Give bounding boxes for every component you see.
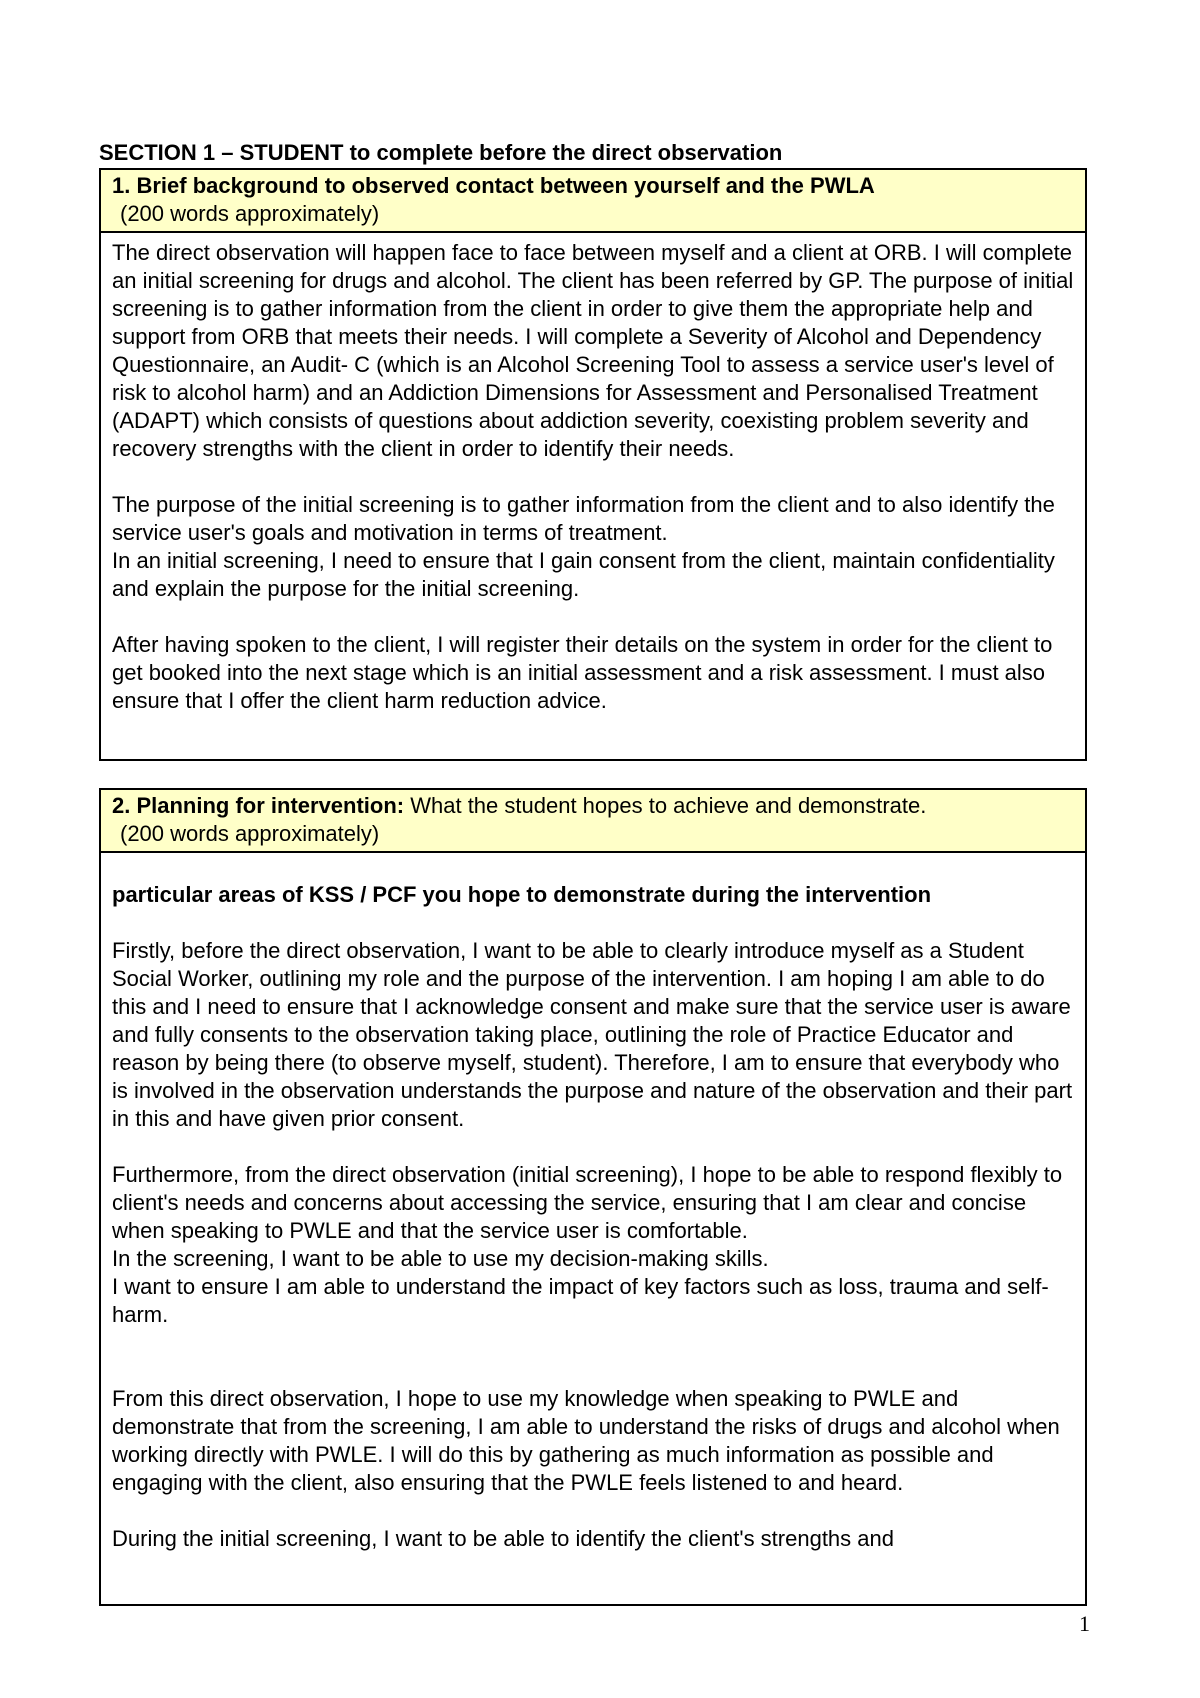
planning-paragraph: Furthermore, from the direct observation (initial screening), I hope to be able to respond flexibly to client's needs and concerns about accessing the service, ensuring that I am clear and concise when speaking to PWLE and that the service user is comfortable. <box>112 1162 1063 1243</box>
planning-box-title-rest: What the student hopes to achieve and demonstrate. <box>404 793 927 818</box>
background-paragraph: In an initial screening, I need to ensure that I gain consent from the client, maintain confidentiality and explain the purpose for the initial screening. <box>112 548 1055 601</box>
section-heading: SECTION 1 – STUDENT to complete before the direct observation <box>99 140 783 165</box>
planning-box <box>99 788 1087 1606</box>
page-number: 1 <box>1079 1611 1090 1636</box>
background-box-title: 1. Brief background to observed contact between yourself and the PWLA <box>112 173 875 198</box>
planning-box-body <box>101 853 1085 1553</box>
planning-paragraph: From this direct observation, I hope to use my knowledge when speaking to PWLE and demonstrate that from the screening, I am able to understand the risks of drugs and alcohol when working directly with PWLE. I will do this by gathering as much information as possible and engaging with the client, also ensuring that the PWLE feels listened to and heard. <box>112 1386 1060 1495</box>
background-box-body <box>101 233 1085 715</box>
background-paragraph: The direct observation will happen face to face between myself and a client at ORB. I will complete an initial screening for drugs and alcohol. The client has been referred by GP. The purpose of initial screening is to gather information from the client in order to give them the appropriate help and support from ORB that meets their needs. I will complete a Severity of Alcohol and Dependency Questionnaire, an Audit- C (which is an Alcohol Screening Tool to assess a service user's level of risk to alcohol harm) and an Addiction Dimensions for Assessment and Personalised Treatment (ADAPT) which consists of questions about addiction severity, coexisting problem severity and recovery strengths with the client in order to identify their needs. <box>112 240 1074 461</box>
planning-box-bottom-border <box>99 1604 1087 1606</box>
planning-paragraph: I want to ensure I am able to understand the impact of key factors such as loss, trauma and self-harm. <box>112 1274 1049 1327</box>
background-box-header <box>101 170 1085 233</box>
background-paragraph: The purpose of the initial screening is to gather information from the client and to also identify the service user's goals and motivation in terms of treatment. <box>112 492 1055 545</box>
planning-box-subtitle: (200 words approximately) <box>120 821 380 846</box>
background-box-subtitle: (200 words approximately) <box>120 201 380 226</box>
background-box <box>99 168 1087 761</box>
planning-box-title: 2. Planning for intervention: <box>112 793 405 818</box>
kss-pcf-heading: particular areas of KSS / PCF you hope to demonstrate during the intervention <box>112 882 932 907</box>
planning-paragraph: In the screening, I want to be able to use my decision-making skills. <box>112 1246 769 1271</box>
background-paragraph: After having spoken to the client, I will register their details on the system in order for the client to get booked into the next stage which is an initial assessment and a risk assessment. I must also ensure that I offer the client harm reduction advice. <box>112 632 1053 713</box>
planning-paragraph: During the initial screening, I want to be able to identify the client's strengths and <box>112 1526 894 1551</box>
planning-box-header <box>101 790 1085 853</box>
planning-paragraph: Firstly, before the direct observation, I want to be able to clearly introduce myself as a Student Social Worker, outlining my role and the purpose of the intervention. I am hoping I am able to do this and I need to ensure that I acknowledge consent and make sure that the service user is aware and fully consents to the observation taking place, outlining the role of Practice Educator and reason by being there (to observe myself, student). Therefore, I am to ensure that everybody who is involved in the observation understands the purpose and nature of the observation and their part in this and have given prior consent. <box>112 938 1073 1131</box>
